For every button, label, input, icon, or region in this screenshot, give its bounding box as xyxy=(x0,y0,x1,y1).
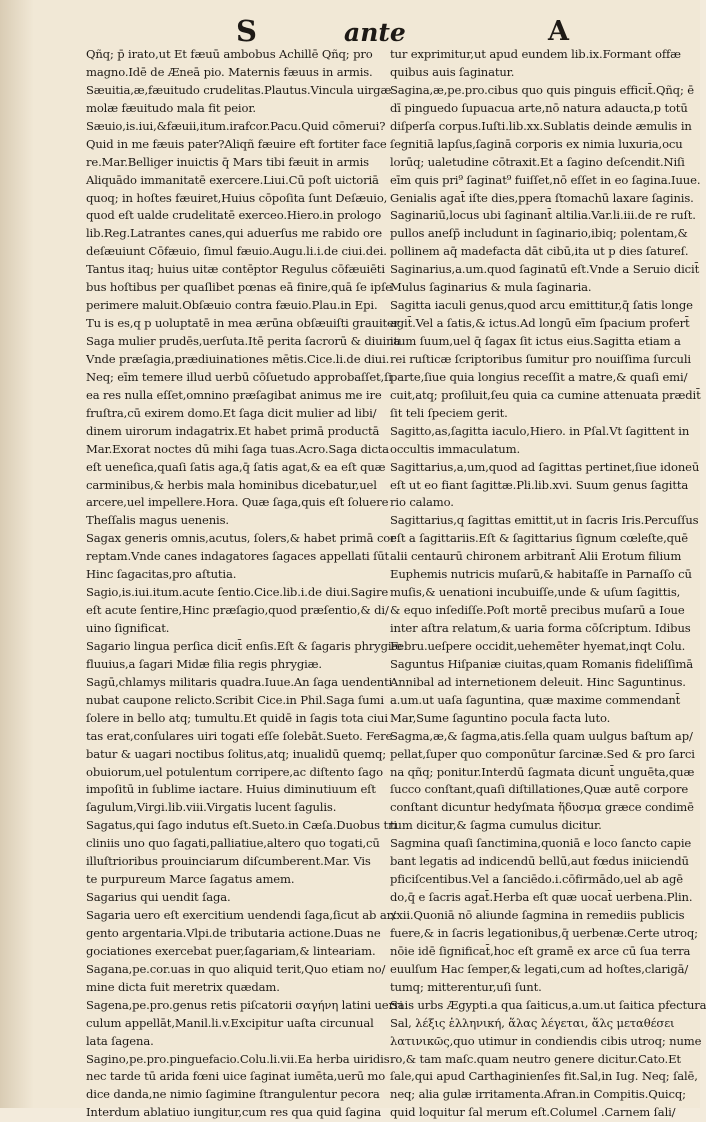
text-line: Sagma,æ,& ſagma,atis.ſella quam uulgus baſtum ap/ xyxy=(390,728,693,743)
text-line: Mar,Sume ſaguntino pocula facta luto. xyxy=(390,710,611,725)
text-line: Mulus ſaginarius & mula ſaginaria. xyxy=(390,280,592,295)
text-line: Sagana,pe.cor.uas in quo aliquid terit,Quo etiam no/ xyxy=(86,961,386,976)
text-line: fruſtra,cū exirem domo.Et ſaga dicit mulier ad libi/ xyxy=(86,405,377,420)
text-line: neq; alia gulæ irritamenta.Afran.in Compitis.Quicq; xyxy=(390,1087,686,1102)
text-line: Sagax generis omnis,acutus, ſolers,& habet primā cor xyxy=(86,531,396,546)
text-line: Sagittarius,a,um,quod ad ſagittas pertinet,ſiue idoneū xyxy=(390,459,700,474)
text-line: Qñq; p̄ irato,ut Et fæuū ambobus Achillē Qñq; pro xyxy=(86,47,373,61)
text-line: Sagina,æ,pe.pro.cibus quo quis pinguis efficit̄.Qñq; ē xyxy=(390,82,694,97)
text-line: lorūq; ualetudine cōtraxit.Et a ſagino deſcendit.Niſi xyxy=(390,154,685,169)
text-line: xxii.Quoniā nō aliunde ſagmina in remediis publicis xyxy=(390,908,685,922)
text-line: Sais urbs Ægypti.a qua ſaiticus,a.um.ut ſaitica pfectura xyxy=(390,997,706,1012)
text-line: illuſtrioribus prouinciarum diſcumberent.Mar. Vis xyxy=(86,854,371,869)
text-line: inter aſtra relatum,& uaria forma cōſcriptum. Idibus xyxy=(390,621,691,635)
text-line: magno.Idē de Æneā pio. Maternis fæuus in armis. xyxy=(86,64,373,79)
header-letter-right: A xyxy=(548,16,569,47)
text-line: eſt acute ſentire,Hinc præſagio,quod præſentio,& di/ xyxy=(86,603,389,618)
text-line: Sagarius qui uendit ſaga. xyxy=(86,890,231,905)
text-line: quoq; in hoſtes fæuiret,Huius cōpoſita ſunt Deſæuio, xyxy=(86,190,388,205)
text-line: itum ſuum,uel q̄ ſagax ſit ictus eius.Sagitta etiam a xyxy=(390,334,681,348)
text-line: obuiorum,uel potulentum corripere,ac diſtento ſago xyxy=(86,764,383,779)
text-line: Febru.ueſpere occidit,uehemēter hyemat,inqt Colu. xyxy=(390,638,686,653)
text-line: carminibus,& herbis mala hominibus dicebatur,uel xyxy=(86,477,377,492)
text-line: Saginarius,a.um.quod ſaginatū eſt.Vnde a Seruio dicit̄ xyxy=(390,262,700,277)
text-line: ſucco conſtant,quaſi diſtillationes,Quæ autē corpore xyxy=(390,782,689,797)
text-line: Mar.Exorat noctes dū mihi ſaga tuas.Acro.Saga dicta xyxy=(86,441,389,456)
text-line: ro,& tam maſc.quam neutro genere dicitur.Cato.Et xyxy=(390,1051,681,1066)
text-line: nubat caupone relicto.Scribit Cice.in Phil.Saga ſumi xyxy=(86,692,384,707)
text-line: Sagmina quaſi ſanctimina,quoniā e loco ſancto capie xyxy=(390,836,692,851)
text-line: Saguntus Hiſpaniæ ciuitas,quam Romanis fideliſſimā xyxy=(390,656,694,671)
text-line: ſegnitiā lapſus,ſaginā corporis ex nimia luxuria,ocu xyxy=(390,136,683,151)
text-line: Sagena,pe.pro.genus retis piſcatorii σαγήνη latini uerri xyxy=(86,997,403,1012)
text-line: do,q̄ e ſacris agat̄.Herba eſt quæ uocat̄ uerbena.Plin. xyxy=(390,890,693,905)
text-line: lib.Reg.Latrantes canes,qui aduerſus me rabido ore xyxy=(86,226,382,241)
text-line: na qñq; ponitur.Interdū ſagmata dicunt̄ unguēta,quæ xyxy=(390,764,695,779)
text-line: bant legatis ad indicendū bellū,aut fœdus iniiciendū xyxy=(390,854,689,869)
left-text-column xyxy=(86,46,403,1120)
text-line: pullos aneſp̄ includunt in ſaginario,ibiq; polentam,& xyxy=(390,226,688,241)
text-line: Euphemis nutricis muſarū,& habitaſſe in Parnaſſo cū xyxy=(390,567,692,582)
text-line: Sagitto,as,ſagitta iaculo,Hiero. in Pſal.Vt ſagittent in xyxy=(390,423,690,438)
right-text-column xyxy=(390,46,706,1120)
text-line: tum dicitur,& ſagma cumulus dicitur. xyxy=(390,818,602,833)
text-line: Genialis agat̄ iſte dies,ppera ſtomachū laxare ſaginis. xyxy=(390,190,694,205)
text-line: Aliquādo immanitatē exercere.Liui.Cū poſt uictoriā xyxy=(86,172,379,187)
text-line: arcere,uel impellere.Hora. Quæ ſaga,quis eſt ſoluere xyxy=(86,495,389,510)
text-line: diſperſa corpus.Iuſti.lib.xx.Sublatis deinde æmulis in xyxy=(390,118,692,133)
text-line: ſit teli ſpeciem gerit. xyxy=(390,405,508,420)
text-line: mine dicta fuit meretrix quædam. xyxy=(86,979,280,994)
text-line: Vnde præſagia,prædiuinationes mētis.Cice.li.de diui. xyxy=(86,351,390,366)
text-line: Quid in me fæuis pater?Aliqñ fæuire eft fortiter face xyxy=(86,136,387,151)
text-line: eīm quis pri⁹ ſaginat⁹ fuiſſet,nō eſſet in eo ſagina.Iuue. xyxy=(390,172,701,187)
text-line: impoſitū in ſublime iactare. Huius diminutiuum eſt xyxy=(86,782,376,797)
text-line: quibus auis ſaginatur. xyxy=(390,64,515,79)
header-letter-left: S xyxy=(236,14,257,48)
text-line: eſt a ſagittariis.Eſt & ſagittarius ſignum cœleſte,quē xyxy=(390,531,688,546)
text-line: Sagatus,qui ſago indutus eſt.Sueto.in Cæſa.Duobus tri xyxy=(86,818,397,833)
text-line: uino ſignificat. xyxy=(86,621,170,635)
text-line: Interdum ablatiuo iungitur,cum res qua quid ſagina xyxy=(86,1105,382,1120)
text-line: Theſſalis magus uenenis. xyxy=(86,513,229,528)
text-line: Sagario lingua perſica dicit̄ enſis.Eſt & ſagaris phrygiæ xyxy=(86,638,403,653)
text-line: muſis,& uenationi incubuiſſe,unde & uſum ſagittis, xyxy=(390,585,681,600)
text-line: deſæuiunt Cōfæuio, ſimul fæuio.Augu.li.i.de ciui.dei. xyxy=(86,244,387,259)
text-line: quod eſt ualde crudelitatē exerceo.Hiero.in prologo xyxy=(86,208,382,223)
text-line: fuere,& in ſacris legationibus,q̄ uerbenæ.Certe utroq; xyxy=(390,925,698,940)
text-line: tur exprimitur,ut apud eundem lib.ix.Formant offæ xyxy=(390,47,681,61)
text-line: culum appellāt,Manil.li.v.Excipitur uaſta circunual xyxy=(86,1015,374,1030)
text-line: Sagaria uero eſt exercitium uendendi ſaga,ſicut ab ar/ xyxy=(86,908,396,922)
text-line: Sæuitia,æ,fæuitudo crudelitas.Plautus.Vincula uirgæ xyxy=(86,82,392,97)
text-line: Saginariū,locus ubi ſaginant̄ altilia.Var.li.iii.de re ruſt. xyxy=(390,208,696,223)
text-line: Sagitta iaculi genus,quod arcu emittitur,q̄ ſatis longe xyxy=(390,298,693,313)
text-line: gociationes exercebat puer,ſagariam,& linteariam. xyxy=(86,943,376,958)
text-line: quid loquitur ſal merum eſt.Columel .Carnem ſali/ xyxy=(390,1105,676,1120)
text-line: ſolere in bello atq; tumultu.Et quidē in ſagis tota ciui xyxy=(86,710,388,725)
text-line: perimere maluit.Obſæuio contra fæuio.Plau.in Epi. xyxy=(86,298,378,313)
text-line: nec tarde tū arida fœni uice ſaginat iumēta,uerū mo xyxy=(86,1069,386,1084)
text-line: rio calamo. xyxy=(390,495,454,510)
text-line: Tu is es,q p uoluptatē in mea ærūna obſæuiſti grauiter xyxy=(86,316,400,331)
text-line: eſt ut eo fiant ſagittæ.Pli.lib.xvi. Suum genus ſagitta xyxy=(390,477,689,492)
text-line: & equo inſediſſe.Poſt mortē precibus muſarū a Ioue xyxy=(390,603,685,618)
text-line: euulſum Hac ſemper,& legati,cum ad hoſtes,clarigā/ xyxy=(390,961,689,976)
text-line: dice danda,ne nimio ſagimine ſtrangulentur pecora xyxy=(86,1087,380,1102)
text-line: cliniis uno quo ſagati,palliatiue,altero quo togati,cū xyxy=(86,836,380,851)
text-line: pellat,ſuper quo componūtur ſarcinæ.Sed & pro ſarci xyxy=(390,746,695,761)
text-line: Sagio,is.iui.itum.acute ſentio.Cice.lib.i.de diui.Sagire xyxy=(86,585,389,600)
text-line: gento argentaria.Vlpi.de tributaria actione.Duas ne xyxy=(86,925,381,940)
text-line: a.um.ut uaſa ſaguntina, quæ maxime commendant̄ xyxy=(390,692,681,707)
text-line: Saga mulier prudēs,uerſuta.Itē perita ſacrorū & diuina xyxy=(86,334,401,348)
text-line: fluuius,a ſagari Midæ filia regis phrygiæ. xyxy=(86,656,322,671)
text-line: occultis immaculatum. xyxy=(390,441,520,456)
text-line: dī pinguedo ſupuacua arte,nō natura adaucta,p totū xyxy=(390,100,688,115)
text-line: ſagulum,Virgi.lib.viii.Virgatis lucent ſagulis. xyxy=(86,800,337,815)
text-line: Sagittarius,q ſagittas emittit,ut in ſacris Iris.Percuſſus xyxy=(390,513,699,528)
text-line: parte,ſiue quia longius receſſit a matre,& quaſi emi/ xyxy=(390,369,688,384)
text-line: bus hoſtibus per quaſlibet pœnas eā finire,quā ſe ipſe xyxy=(86,280,392,295)
text-line: tumq; mitterentur,uſi ſunt. xyxy=(390,979,542,994)
text-line: re.Mar.Belliger inuictis q̄ Mars tibi fæuit in armis xyxy=(86,154,369,169)
text-line: conſtant dicuntur hedyſmata ἥδυσμα græce condimē xyxy=(390,800,694,815)
text-line: Hinc ſagacitas,pro aſtutia. xyxy=(86,567,237,582)
text-line: alii centaurū chironem arbitrant̄ Alii Erotum filium xyxy=(390,549,682,564)
text-line: Sæuio,is.iui,&fæuii,itum.irafcor.Pacu.Quid cōmerui? xyxy=(86,118,386,133)
text-line: rei ruſticæ ſcriptoribus ſumitur pro nouiſſima ſurculi xyxy=(390,351,691,366)
text-line: cuit,atq; proſiluit,ſeu quia ca cumine attenuata prædit̄ xyxy=(390,387,701,402)
text-line: dinem uirorum indagatrix.Et habet primā productā xyxy=(86,423,380,438)
text-line: Sagino,pe.pro.pinguefacio.Colu.li.vii.Ea herba uiridis xyxy=(86,1051,390,1066)
text-line: λατινικῶς,quo utimur in condiendis cibis utroq; nume xyxy=(390,1033,702,1048)
text-line: Neq; eīm temere illud uerbū cōſuetudo approbaſſet,ſi xyxy=(86,369,392,384)
text-line: batur & uagari noctibus ſolitus,atq; inualidū quemq; xyxy=(86,746,387,761)
text-line: ea res nulla eſſet,omnino præſagibat animus me ire xyxy=(86,387,382,402)
header-word-center: ante xyxy=(344,18,406,47)
text-line: pollinem aq̄ madefacta dāt cibū,ita ut p dies ſatureſ. xyxy=(390,244,689,259)
text-line: Sal, λέξις ἑλληνική, ἅλας λέγεται, ἅλς μεταθέσει xyxy=(390,1015,675,1030)
text-line: tas erat,conſulares uiri togati eſſe ſolebāt.Sueto. Fere xyxy=(86,728,393,743)
text-line: pficiſcentibus.Vel a ſanciēdo.i.cōfirmādo,uel ab agē xyxy=(390,872,683,887)
page-gutter-shadow xyxy=(0,0,34,1108)
text-line: lata ſagena. xyxy=(86,1033,154,1048)
text-line: reptam.Vnde canes indagatores ſagaces appellati ſūt xyxy=(86,549,390,564)
text-line: ſale,qui apud Carthaginienſes fit.Sal,in Iug. Neq; ſalē, xyxy=(390,1069,698,1084)
text-line: molæ fæuitudo mala fit peior. xyxy=(86,100,256,115)
text-line: te purpureum Marce ſagatus amem. xyxy=(86,872,295,887)
text-line: eſt ueneſica,quaſi ſatis aga,q̄ ſatis agat,& ea eſt quæ xyxy=(86,459,386,474)
text-line: nōie idē ſignificat̄,hoc eſt gramē ex arce cū ſua terra xyxy=(390,943,691,958)
text-line: Sagū,chlamys militaris quadra.Iuue.An ſaga uendenti xyxy=(86,674,393,689)
text-line: Tantus itaq; huius uitæ contēptor Regulus cōfæuiēti xyxy=(86,262,385,277)
text-line: agit̄.Vel a ſatis,& ictus.Ad longū eīm ſpacium profert̄ xyxy=(390,316,690,331)
text-line: Annibal ad internetionem deleuit. Hinc Saguntinus. xyxy=(390,674,686,689)
